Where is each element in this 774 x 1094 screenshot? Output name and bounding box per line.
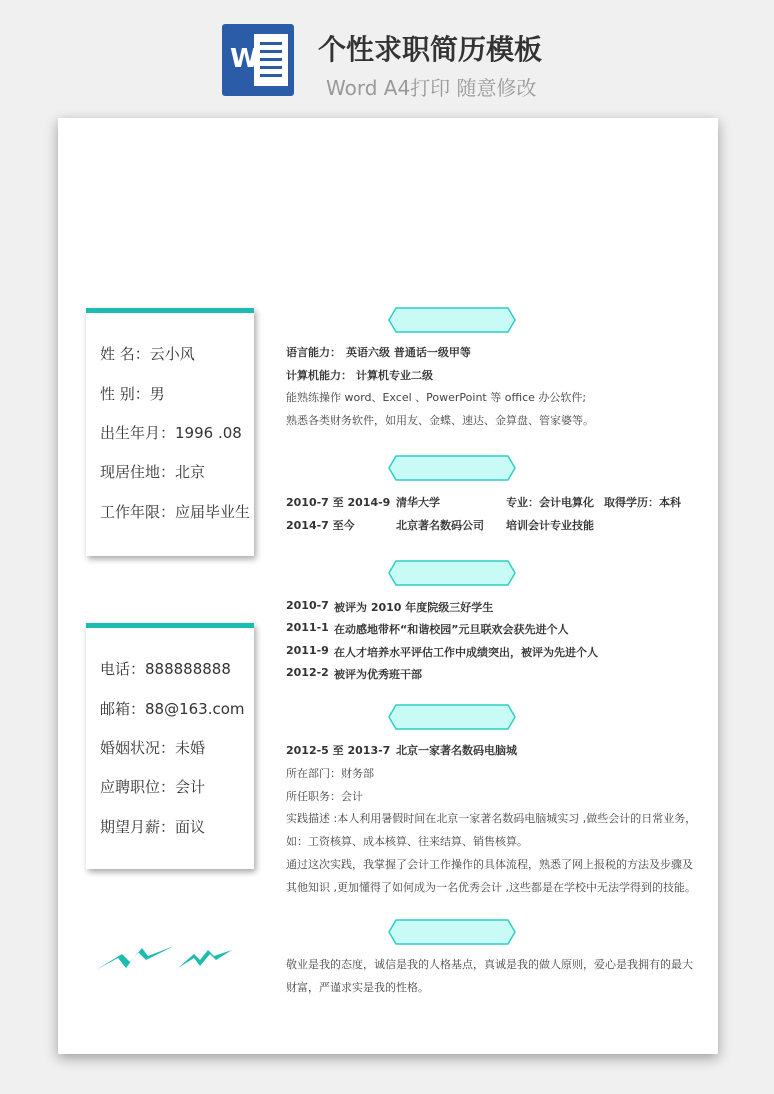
section-header-education (388, 455, 516, 481)
contact-card (86, 623, 254, 869)
profile-experience: 工作年限：应届毕业生 (100, 503, 251, 521)
contact-email: 邮箱：88@163.com (100, 700, 245, 718)
section-header-evaluation (388, 919, 516, 945)
page-title: 个性求职简历模板 (318, 33, 543, 66)
work-desc: 通过这次实践，我掌握了会计工作操作的具体流程，熟悉了网上报税的方法及步骤及 (286, 858, 693, 871)
evaluation-text: 财富，严谨求实是我的性格。 (286, 981, 429, 994)
logo-letter: W (230, 44, 259, 74)
work-dept: 所在部门：财务部 (286, 767, 374, 780)
work-desc: 如：工资核算、成本核算、往来结算、销售核算。 (286, 835, 528, 848)
evaluation-text: 敬业是我的态度，诚信是我的人格基点，真诚是我的做人原则，爱心是我拥有的最大 (286, 958, 693, 971)
resume-page: 姓 名：云小风 性 别：男 出生年月：1996 .08 现居住地：北京 工作年限：应届毕业生 电话：888888888 邮箱：88@163.com 婚姻状况：未婚 应聘职位：会计 期望月薪：面议 语言能力： 英语六级 普通话一级甲等 计算机能力： 计算机专业二级 能熟练操作 word、Excel 、PowerPoint 等 office 办公软件; 熟悉各类财务软件，如用友、金蝶、速达、金算盘、管家婆等。 2010-7 至 2014-9 清华大学 专业：会计电算化 取得学历：本科 2014-7 至今 北京著名数码公司 培训会计专业技能 2010-7 被评为 2010 年度院级三好学生 2011-1 在动感地带杯“和谐校园”元旦联欢会获先进个人 2011-9 在人才培养水平评估工作中成绩突出，被评为先进个人 2012-2 被评为优秀班干部 2012-5 至 2013-7 北京一家著名数码电脑城 所在部门：财务部 所任职务：会计 实践描述 :本人利用暑假时间在北京一家著名数码电脑城实习 ,做些会计的日常业务， 如：工资核算、成本核算、往来结算、销售核算。 通过这次实践，我掌握了会计工作操作的具体流程，熟悉了网上报税的方法及步骤及 其他知识 ,更加懂得了如何成为一名优秀会计 ,这些都是在学校中无法学得到的技能。 敬业是我的态度，诚信是我的人格基点，真诚是我的做人原则，爱心是我拥有的最大 财富，严谨求实是我的性格。 (58, 118, 718, 1054)
word-logo-icon (222, 24, 294, 96)
section-header-skills (388, 307, 516, 333)
skills-finance-software: 熟悉各类财务软件，如用友、金蝶、速达、金算盘、管家婆等。 (286, 414, 594, 427)
profile-birth: 出生年月：1996 .08 (100, 424, 242, 442)
work-role: 所任职务：会计 (286, 790, 363, 803)
contact-phone: 电话：888888888 (100, 660, 231, 678)
contact-marital: 婚姻状况：未婚 (100, 739, 206, 757)
profile-residence: 现居住地：北京 (100, 463, 206, 481)
skills-office: 能熟练操作 word、Excel 、PowerPoint 等 office 办公软件; (286, 391, 587, 404)
document-icon (254, 34, 288, 86)
contact-position: 应聘职位：会计 (100, 778, 206, 796)
profile-card (86, 308, 254, 556)
page-subtitle: Word A4打印 随意修改 (326, 76, 537, 100)
profile-name: 姓 名：云小风 (100, 345, 195, 363)
section-header-work (388, 704, 516, 730)
zigzag-decoration-icon (96, 938, 246, 978)
section-header-awards (388, 560, 516, 586)
work-desc: 实践描述 :本人利用暑假时间在北京一家著名数码电脑城实习 ,做些会计的日常业务， (286, 812, 697, 825)
profile-gender: 性 别：男 (100, 385, 165, 403)
work-desc: 其他知识 ,更加懂得了如何成为一名优秀会计 ,这些都是在学校中无法学得到的技能。 (286, 881, 696, 894)
contact-salary: 期望月薪：面议 (100, 818, 206, 836)
